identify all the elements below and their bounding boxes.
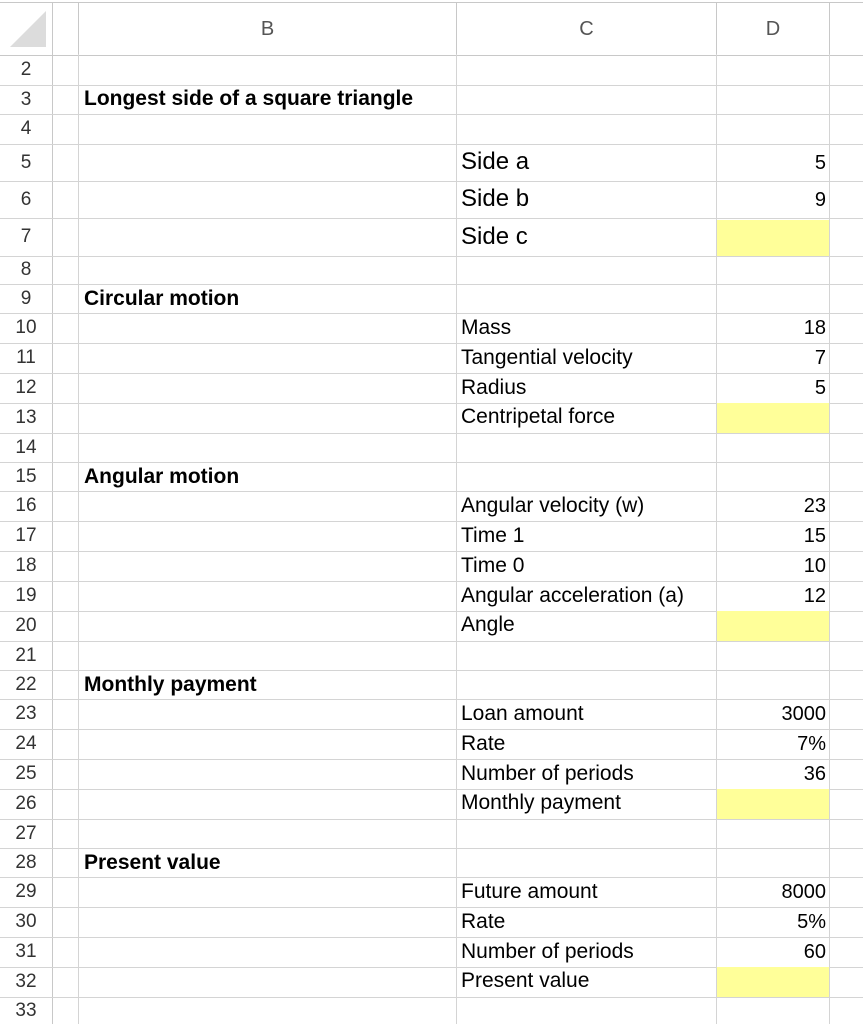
side-c-input-cell[interactable] — [717, 220, 829, 256]
row-header[interactable]: 30 — [0, 907, 53, 937]
row-gridline — [52, 937, 863, 938]
row-header-gridline — [0, 284, 52, 285]
column-header-b[interactable]: B — [79, 3, 457, 55]
label-time-0[interactable]: Time 0 — [461, 554, 525, 577]
column-header-d[interactable]: D — [717, 3, 830, 55]
label-angle[interactable]: Angle — [461, 613, 515, 636]
label-side-a[interactable]: Side a — [461, 148, 530, 175]
monthly-payment-input-cell[interactable] — [717, 789, 829, 819]
label-mass[interactable]: Mass — [461, 316, 512, 339]
column-header-c[interactable]: C — [457, 3, 717, 55]
row-header-gridline — [0, 85, 52, 86]
row-gridline — [52, 343, 863, 344]
row-header[interactable]: 5 — [0, 144, 53, 181]
row-gridline — [52, 759, 863, 760]
row-header[interactable]: 10 — [0, 313, 53, 343]
value-side-a[interactable]: 5 — [814, 152, 826, 174]
label-angular-acceleration[interactable]: Angular acceleration (a) — [461, 584, 684, 607]
row-header[interactable]: 31 — [0, 937, 53, 967]
value-tangential-velocity[interactable]: 7 — [814, 347, 826, 369]
row-gridline — [52, 848, 863, 849]
row-gridline — [52, 284, 863, 285]
value-monthly-periods[interactable]: 36 — [803, 763, 826, 785]
row-header-gridline — [0, 937, 52, 938]
row-header-gridline — [0, 144, 52, 145]
row-gridline — [52, 670, 863, 671]
row-header-gridline — [0, 848, 52, 849]
row-header-gridline — [0, 789, 52, 790]
row-header[interactable]: 26 — [0, 789, 53, 819]
row-header[interactable]: 15 — [0, 462, 53, 491]
row-header-gridline — [0, 181, 52, 182]
column-header-bar — [0, 2, 863, 56]
value-future-amount[interactable]: 8000 — [781, 881, 826, 903]
row-gridline — [52, 729, 863, 730]
label-future-amount[interactable]: Future amount — [461, 880, 598, 903]
value-monthly-rate[interactable]: 7% — [797, 733, 826, 755]
value-time-1[interactable]: 15 — [803, 525, 826, 547]
label-angular-velocity[interactable]: Angular velocity (w) — [461, 494, 645, 517]
row-header-gridline — [0, 641, 52, 642]
value-angular-velocity[interactable]: 23 — [803, 495, 826, 517]
row-header[interactable]: 20 — [0, 611, 53, 641]
row-header[interactable]: 2 — [0, 54, 53, 85]
row-gridline — [52, 907, 863, 908]
row-header[interactable]: 7 — [0, 218, 53, 256]
row-header[interactable]: 27 — [0, 819, 53, 848]
value-pv-periods[interactable]: 60 — [803, 941, 826, 963]
row-header-gridline — [0, 819, 52, 820]
row-header[interactable]: 8 — [0, 256, 53, 284]
section-title-circular[interactable]: Circular motion — [84, 287, 240, 310]
row-gridline — [52, 144, 863, 145]
row-header-gridline — [0, 967, 52, 968]
row-header-gridline — [0, 759, 52, 760]
value-time-0[interactable]: 10 — [803, 555, 826, 577]
row-header-gridline — [0, 491, 52, 492]
row-gridline — [52, 641, 863, 642]
row-header-gridline — [0, 907, 52, 908]
row-header-gridline — [0, 551, 52, 552]
row-header-gridline — [0, 433, 52, 434]
row-header[interactable]: 16 — [0, 491, 53, 521]
row-header[interactable]: 24 — [0, 729, 53, 759]
value-loan-amount[interactable]: 3000 — [781, 703, 826, 725]
row-gridline — [52, 521, 863, 522]
row-header-gridline — [0, 699, 52, 700]
centripetal-force-input-cell[interactable] — [717, 403, 829, 433]
row-gridline — [52, 699, 863, 700]
section-title-monthly-payment[interactable]: Monthly payment — [84, 673, 257, 696]
row-header[interactable]: 17 — [0, 521, 53, 551]
row-header[interactable]: 21 — [0, 641, 53, 670]
label-pv-periods[interactable]: Number of periods — [461, 940, 634, 963]
row-header-gridline — [0, 521, 52, 522]
present-value-input-cell[interactable] — [717, 967, 829, 997]
column-header-e[interactable] — [830, 3, 863, 55]
section-title-triangle[interactable]: Longest side of a square triangle — [84, 87, 414, 110]
row-header[interactable]: 13 — [0, 403, 53, 433]
row-gridline — [52, 551, 863, 552]
row-gridline — [52, 85, 863, 86]
row-header-gridline — [0, 611, 52, 612]
select-all-corner[interactable] — [0, 3, 53, 55]
row-header-gridline — [0, 403, 52, 404]
row-gridline — [52, 256, 863, 257]
row-header[interactable]: 19 — [0, 581, 53, 611]
row-header[interactable]: 28 — [0, 848, 53, 877]
row-header-gridline — [0, 462, 52, 463]
row-header[interactable]: 33 — [0, 997, 53, 1024]
row-gridline — [52, 462, 863, 463]
row-header-gridline — [0, 670, 52, 671]
label-monthly-periods[interactable]: Number of periods — [461, 762, 634, 785]
row-header[interactable]: 3 — [0, 85, 53, 114]
label-radius[interactable]: Radius — [461, 376, 527, 399]
column-header-a[interactable] — [52, 3, 79, 55]
row-header-gridline — [0, 581, 52, 582]
row-header[interactable]: 32 — [0, 967, 53, 997]
row-gridline — [52, 491, 863, 492]
row-header-gridline — [0, 997, 52, 998]
row-gridline — [52, 373, 863, 374]
row-gridline — [52, 819, 863, 820]
row-header-gridline — [0, 313, 52, 314]
label-tangential-velocity[interactable]: Tangential velocity — [461, 346, 633, 369]
label-loan-amount[interactable]: Loan amount — [461, 702, 584, 725]
row-header-gridline — [0, 256, 52, 257]
row-gridline — [52, 181, 863, 182]
row-header-gridline — [0, 114, 52, 115]
label-centripetal-force[interactable]: Centripetal force — [461, 405, 616, 428]
row-header[interactable]: 22 — [0, 670, 53, 699]
value-radius[interactable]: 5 — [814, 377, 826, 399]
row-header[interactable]: 29 — [0, 877, 53, 907]
value-angular-acceleration[interactable]: 12 — [803, 585, 826, 607]
row-header-gridline — [0, 877, 52, 878]
row-header[interactable]: 23 — [0, 699, 53, 729]
row-header-gridline — [0, 218, 52, 219]
row-header[interactable]: 6 — [0, 181, 53, 218]
label-present-value[interactable]: Present value — [461, 969, 590, 992]
value-side-b[interactable]: 9 — [814, 189, 826, 211]
value-pv-rate[interactable]: 5% — [797, 911, 826, 933]
label-monthly-rate[interactable]: Rate — [461, 732, 506, 755]
row-gridline — [52, 997, 863, 998]
row-header[interactable]: 4 — [0, 114, 53, 144]
row-header[interactable]: 9 — [0, 284, 53, 313]
label-time-1[interactable]: Time 1 — [461, 524, 525, 547]
label-pv-rate[interactable]: Rate — [461, 910, 506, 933]
label-side-c[interactable]: Side c — [461, 223, 528, 250]
row-gridline — [52, 433, 863, 434]
row-header[interactable]: 11 — [0, 343, 53, 373]
row-gridline — [52, 218, 863, 219]
row-header[interactable]: 18 — [0, 551, 53, 581]
value-mass[interactable]: 18 — [803, 317, 826, 339]
angle-input-cell[interactable] — [717, 611, 829, 641]
row-header-gridline — [0, 373, 52, 374]
row-gridline — [52, 313, 863, 314]
label-side-b[interactable]: Side b — [461, 185, 530, 212]
row-header-gridline — [0, 343, 52, 344]
row-header[interactable]: 25 — [0, 759, 53, 789]
row-gridline — [52, 877, 863, 878]
row-header-gridline — [0, 729, 52, 730]
section-title-angular[interactable]: Angular motion — [84, 465, 240, 488]
row-header[interactable]: 14 — [0, 433, 53, 462]
row-header[interactable]: 12 — [0, 373, 53, 403]
row-gridline — [52, 114, 863, 115]
row-gridline — [52, 581, 863, 582]
label-monthly-payment[interactable]: Monthly payment — [461, 791, 621, 814]
section-title-present-value[interactable]: Present value — [84, 851, 221, 874]
